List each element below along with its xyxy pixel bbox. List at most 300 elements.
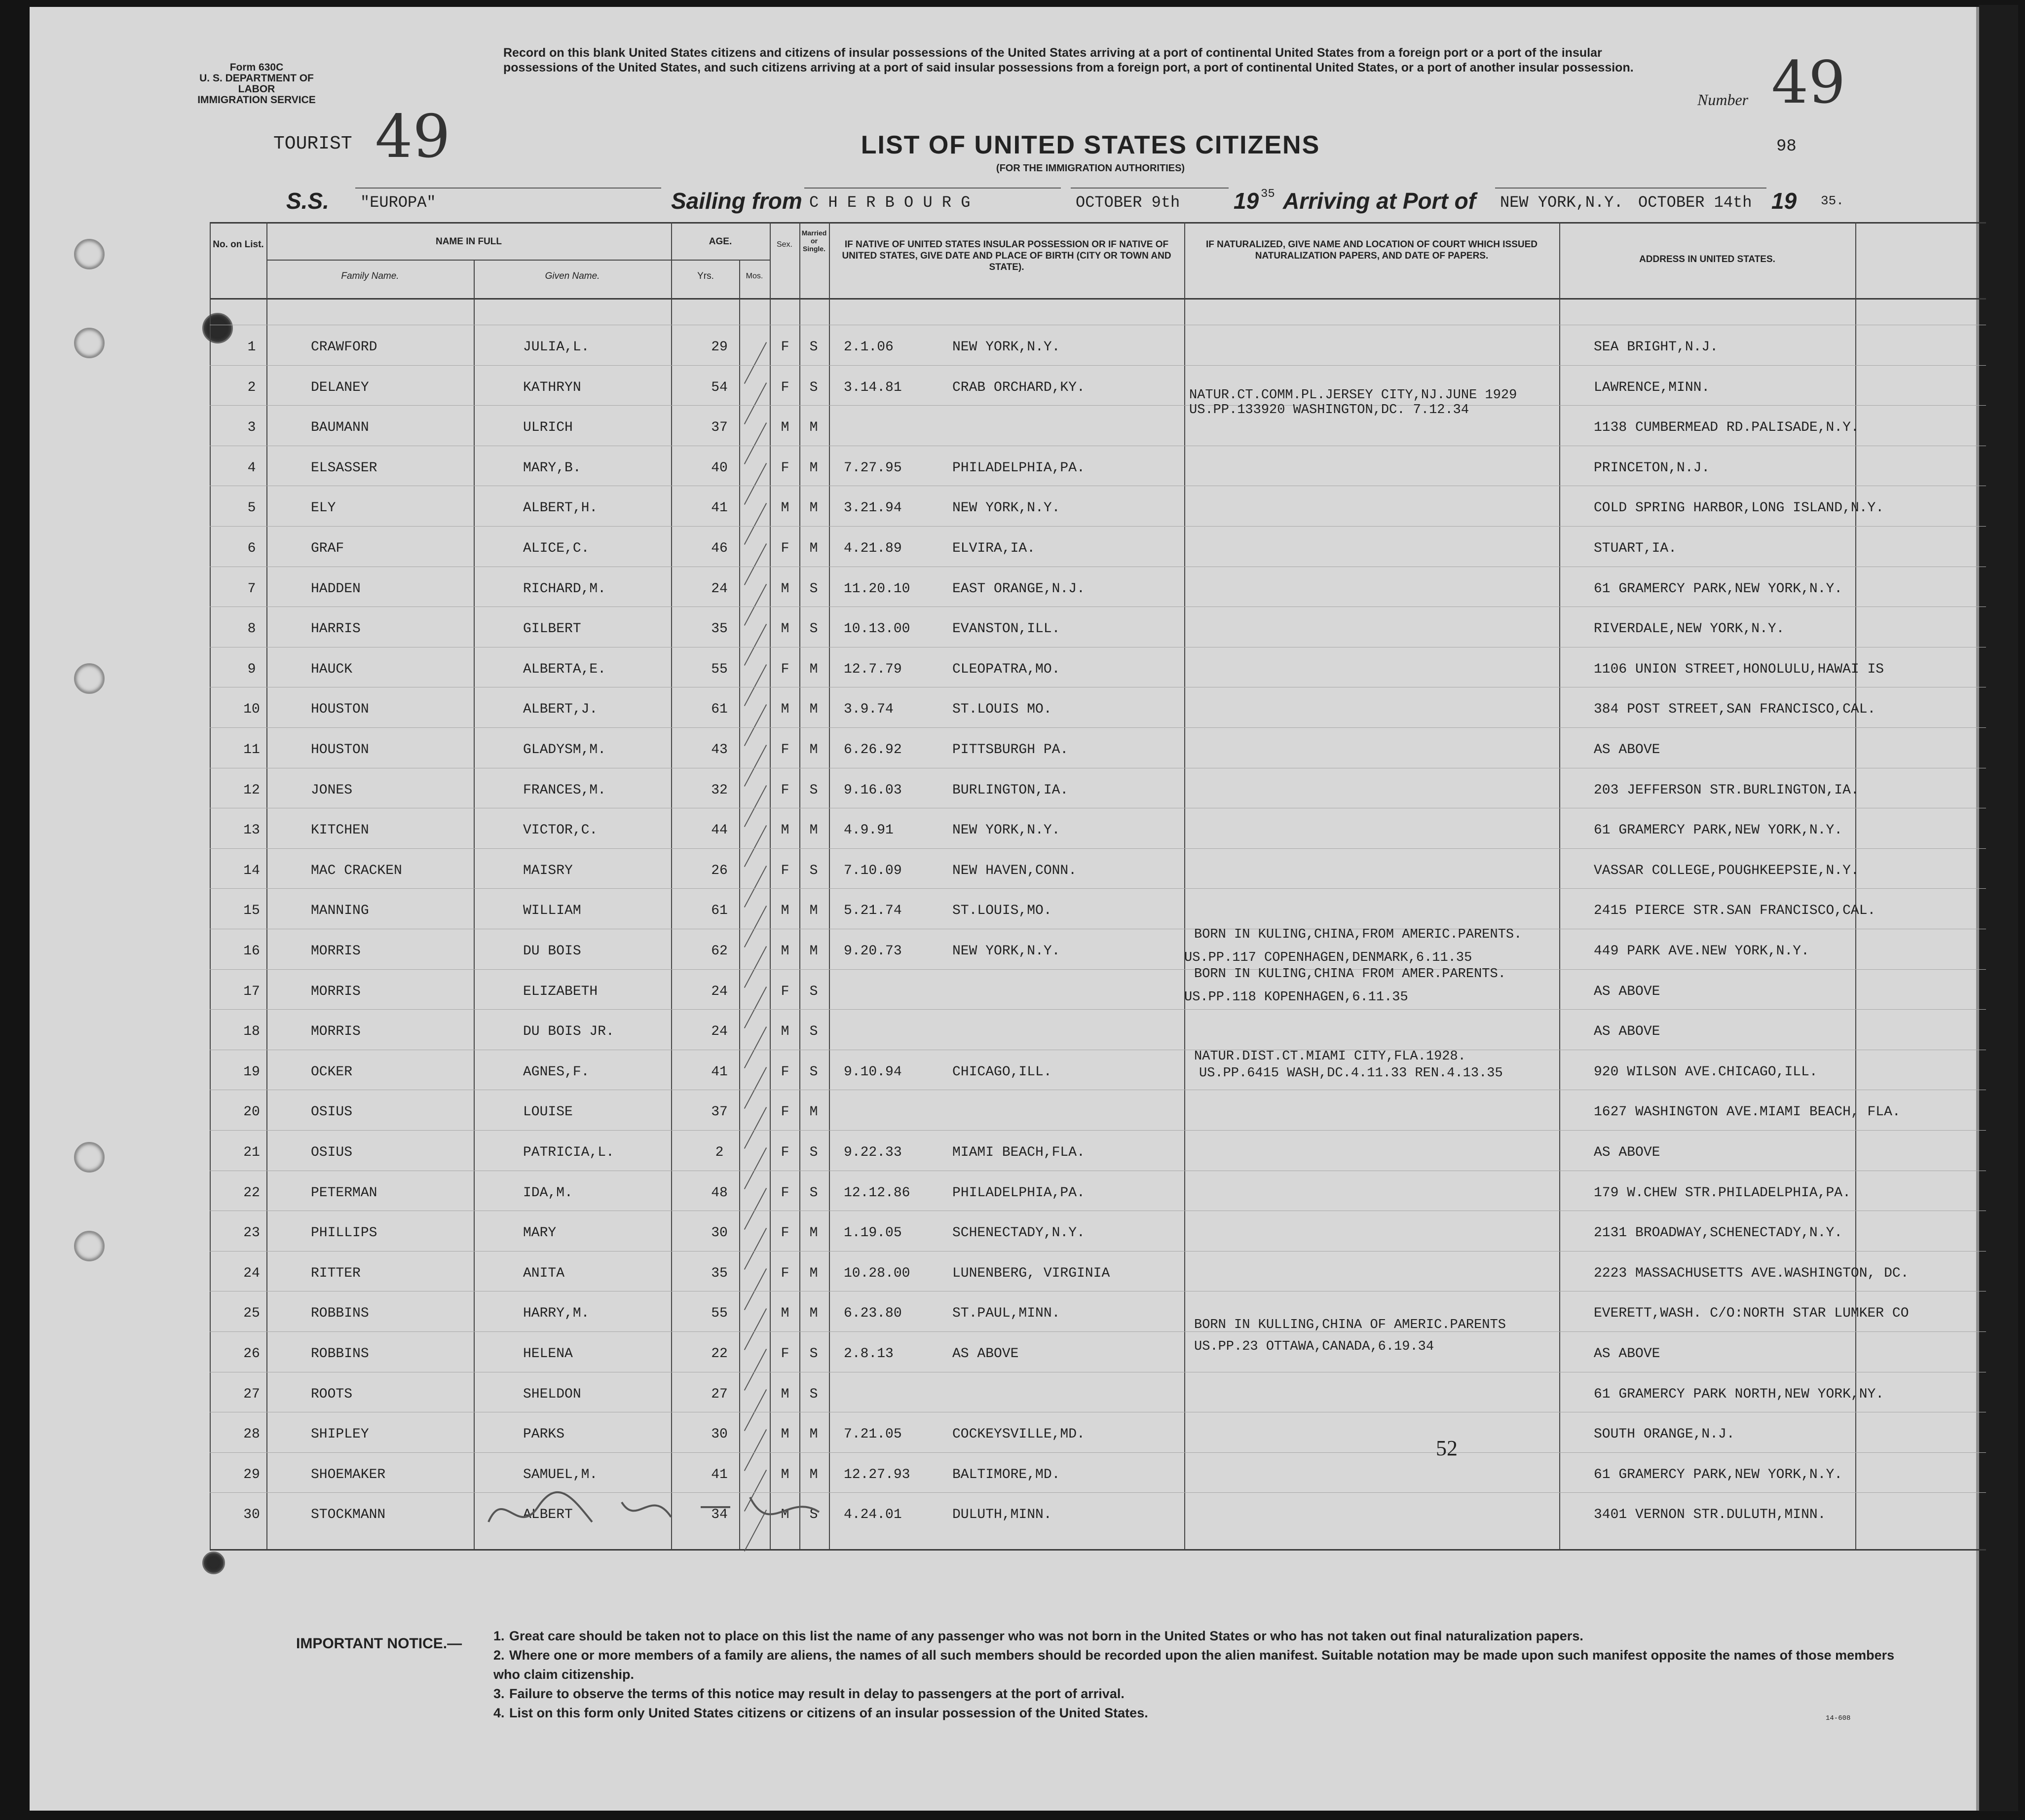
given-name: PATRICIA,L. (523, 1145, 614, 1160)
birth-date: 10.13.00 (844, 621, 910, 637)
underline (355, 188, 661, 189)
notice-item: 2. Where one or more members of a family are aliens, the names of all such members should be recorded upon the alien manifest. Suitable notation may be made upon such manifest opposite the names of those members who claim citizenship. (493, 1648, 1895, 1682)
address: AS ABOVE (1594, 984, 1660, 999)
age-years: 27 (711, 1387, 728, 1402)
address: 203 JEFFERSON STR.BURLINGTON,IA. (1594, 783, 1859, 798)
given-name: GLADYSM,M. (523, 742, 606, 758)
sex: M (781, 1387, 789, 1402)
sailing-label: Sailing from (671, 188, 802, 214)
table-top-rule (210, 222, 1986, 224)
row-number: 17 (243, 984, 260, 999)
birth-date: 12.7.79 (844, 662, 902, 677)
age-years: 41 (711, 1064, 728, 1080)
family-name: MORRIS (311, 984, 361, 999)
table-row (30, 1414, 1976, 1454)
table-row (30, 1333, 1976, 1373)
naturalization-note: BORN IN KULING,CHINA,FROM AMERIC.PARENTS. (1194, 927, 1522, 942)
birth-date: 9.16.03 (844, 783, 902, 798)
number-label: Number (1697, 91, 1749, 109)
age-years: 24 (711, 1024, 728, 1039)
row-number: 27 (243, 1387, 260, 1402)
family-name: ROBBINS (311, 1346, 369, 1362)
address: 2223 MASSACHUSETTS AVE.WASHINGTON, DC. (1594, 1266, 1909, 1281)
address: 61 GRAMERCY PARK,NEW YORK,N.Y. (1594, 823, 1843, 838)
notice-list (493, 1627, 1924, 1723)
address: SOUTH ORANGE,N.J. (1594, 1427, 1735, 1442)
age-years: 55 (711, 1306, 728, 1321)
marital-status: M (809, 460, 818, 476)
given-name: WILLIAM (523, 903, 581, 918)
given-name: GILBERT (523, 621, 581, 637)
marital-status: S (809, 1024, 818, 1039)
birth-place: SCHENECTADY,N.Y. (952, 1225, 1085, 1241)
sex: M (781, 823, 789, 838)
row-number: 2 (247, 380, 256, 395)
family-name: JONES (311, 783, 353, 798)
row-number: 25 (243, 1306, 260, 1321)
departure-year: 35 (1261, 188, 1275, 201)
header-married: Married or Single. (801, 229, 827, 253)
table-row (30, 1454, 1976, 1494)
birth-date: 12.27.93 (844, 1467, 910, 1482)
age-years: 22 (711, 1346, 728, 1362)
given-name: IDA,M. (523, 1185, 573, 1201)
age-years: 29 (711, 340, 728, 355)
marital-status: S (809, 1064, 818, 1080)
table-row (30, 850, 1976, 890)
family-name: PETERMAN (311, 1185, 377, 1201)
family-name: ROBBINS (311, 1306, 369, 1321)
sex: M (781, 702, 789, 717)
table-row (30, 890, 1976, 930)
given-name: DU BOIS (523, 944, 581, 959)
table-row (30, 1132, 1976, 1172)
row-number: 24 (243, 1266, 260, 1281)
age-years: 55 (711, 662, 728, 677)
arriving-label: Arriving at Port of (1283, 188, 1476, 214)
age-years: 61 (711, 702, 728, 717)
marital-status: S (809, 1185, 818, 1201)
address: 2415 PIERCE STR.SAN FRANCISCO,CAL. (1594, 903, 1876, 918)
given-name: ALBERT,H. (523, 500, 598, 516)
row-number: 20 (243, 1104, 260, 1120)
family-name: OSIUS (311, 1145, 353, 1160)
address: 3401 VERNON STR.DULUTH,MINN. (1594, 1507, 1826, 1522)
age-years: 35 (711, 1266, 728, 1281)
marital-status: S (809, 581, 818, 597)
age-years: 2 (715, 1145, 724, 1160)
table-row (30, 488, 1976, 528)
age-years: 37 (711, 420, 728, 435)
sex: F (781, 1346, 789, 1362)
row-rule (210, 1452, 1986, 1453)
birth-place: ST.LOUIS,MO. (952, 903, 1052, 918)
naturalization-note: BORN IN KULLING,CHINA OF AMERIC.PARENTS (1194, 1318, 1506, 1332)
underline (1071, 188, 1229, 189)
table-row (30, 931, 1976, 971)
row-rule (210, 969, 1986, 970)
address: 61 GRAMERCY PARK,NEW YORK,N.Y. (1594, 581, 1843, 597)
naturalization-note: US.PP.23 OTTAWA,CANADA,6.19.34 (1194, 1339, 1434, 1354)
given-name: AGNES,F. (523, 1064, 590, 1080)
birth-date: 4.9.91 (844, 823, 894, 838)
ss-label: S.S. (286, 188, 329, 214)
header-no: No. on List. (213, 239, 264, 250)
page-title: LIST OF UNITED STATES CITIZENS (861, 131, 1320, 159)
given-name: VICTOR,C. (523, 823, 598, 838)
record-instruction: Record on this blank United States citizens and citizens of insular possessions of the United States arriving at a port of continental United States from a foreign port or a port of the insular possessions of the United States, and such citizens arriving at a port of said insular possessions from a foreign port, a port of continental United States, or a port of another insular possession. (503, 46, 1634, 75)
departure-port: C H E R B O U R G (809, 193, 971, 212)
given-name: MARY,B. (523, 460, 581, 476)
row-rule (210, 848, 1986, 849)
birth-place: EAST ORANGE,N.J. (952, 581, 1085, 597)
address: STUART,IA. (1594, 541, 1677, 556)
header-bottom-rule (210, 298, 1986, 300)
table-row (30, 770, 1976, 810)
address: AS ABOVE (1594, 742, 1660, 758)
age-years: 35 (711, 621, 728, 637)
row-number: 8 (247, 621, 256, 637)
underline (1495, 188, 1766, 189)
birth-place: LUNENBERG, VIRGINIA (952, 1266, 1110, 1281)
row-number: 13 (243, 823, 260, 838)
birth-place: ST.LOUIS MO. (952, 702, 1052, 717)
birth-date: 11.20.10 (844, 581, 910, 597)
family-name: ELY (311, 500, 336, 516)
sex: F (781, 783, 789, 798)
row-number: 28 (243, 1427, 260, 1442)
form-service: IMMIGRATION SERVICE (197, 94, 316, 106)
birth-date: 7.10.09 (844, 863, 902, 878)
table-row (30, 1092, 1976, 1132)
binder-hole (202, 1552, 225, 1574)
sex: M (781, 1427, 789, 1442)
address: RIVERDALE,NEW YORK,N.Y. (1594, 621, 1785, 637)
row-number: 15 (243, 903, 260, 918)
address: 61 GRAMERCY PARK,NEW YORK,N.Y. (1594, 1467, 1843, 1482)
row-number: 21 (243, 1145, 260, 1160)
notice-item: 3. Failure to observe the terms of this notice may result in delay to passengers at the port of arrival. (493, 1686, 1125, 1701)
table-row (30, 649, 1976, 689)
sex: F (781, 340, 789, 355)
birth-date: 6.26.92 (844, 742, 902, 758)
row-rule (210, 1009, 1986, 1010)
given-name: ALICE,C. (523, 541, 590, 556)
given-name: RICHARD,M. (523, 581, 606, 597)
header-mos: Mos. (746, 272, 763, 280)
sex: M (781, 1024, 789, 1039)
age-years: 41 (711, 500, 728, 516)
marital-status: M (809, 823, 818, 838)
marital-status: M (809, 662, 818, 677)
tourist-number: 49 (375, 103, 450, 171)
given-name: FRANCES,M. (523, 783, 606, 798)
form-number: Form 630C (229, 62, 284, 73)
marital-status: M (809, 903, 818, 918)
family-name: BAUMANN (311, 420, 369, 435)
ship-name: "EUROPA" (360, 193, 436, 212)
birth-place: NEW YORK,N.Y. (952, 823, 1060, 838)
row-number: 4 (247, 460, 256, 476)
birth-place: PHILADELPHIA,PA. (952, 460, 1085, 476)
table-row (30, 1173, 1976, 1213)
given-name: ANITA (523, 1266, 565, 1281)
family-name: HAUCK (311, 662, 353, 677)
age-years: 41 (711, 1467, 728, 1482)
arrival-port: NEW YORK,N.Y. (1500, 193, 1623, 212)
birth-place: NEW HAVEN,CONN. (952, 863, 1077, 878)
given-name: DU BOIS JR. (523, 1024, 614, 1039)
sex: M (781, 903, 789, 918)
row-rule (210, 1331, 1986, 1332)
given-name: LOUISE (523, 1104, 573, 1120)
family-name: PHILLIPS (311, 1225, 377, 1241)
marital-status: S (809, 1507, 818, 1522)
table-row (30, 569, 1976, 608)
sex: M (781, 1507, 789, 1522)
given-name: ALBERTA,E. (523, 662, 606, 677)
naturalization-note: NATUR.CT.COMM.PL.JERSEY CITY,NJ.JUNE 1929 (1189, 388, 1517, 403)
tourist-label: TOURIST (273, 133, 352, 154)
table-row (30, 729, 1976, 769)
sex: F (781, 1225, 789, 1241)
sex: F (781, 380, 789, 395)
address: EVERETT,WASH. C/O:NORTH STAR LUMKER CO (1594, 1306, 1909, 1321)
underline (804, 188, 1061, 189)
sex: F (781, 1064, 789, 1080)
header-sex: Sex. (776, 240, 792, 249)
given-name: MAISRY (523, 863, 573, 878)
row-number: 1 (247, 340, 256, 355)
marital-status: S (809, 1346, 818, 1362)
marital-status: S (809, 863, 818, 878)
table-row (30, 1052, 1976, 1092)
row-number: 26 (243, 1346, 260, 1362)
age-years: 44 (711, 823, 728, 838)
marital-status: M (809, 1225, 818, 1241)
sex: F (781, 662, 789, 677)
birth-date: 3.21.94 (844, 500, 902, 516)
address: COLD SPRING HARBOR,LONG ISLAND,N.Y. (1594, 500, 1884, 516)
naturalization-note: NATUR.DIST.CT.MIAMI CITY,FLA.1928. (1194, 1049, 1466, 1064)
given-name: JULIA,L. (523, 340, 590, 355)
row-rule (210, 727, 1986, 728)
family-name: MORRIS (311, 1024, 361, 1039)
age-years: 30 (711, 1225, 728, 1241)
naturalization-note: US.PP.117 COPENHAGEN,DENMARK,6.11.35 (1184, 950, 1472, 965)
family-name: OSIUS (311, 1104, 353, 1120)
notice-item: 4. List on this form only United States citizens or citizens of an insular possession of the United States. (493, 1706, 1148, 1720)
address: AS ABOVE (1594, 1024, 1660, 1039)
row-number: 29 (243, 1467, 260, 1482)
marital-status: M (809, 1467, 818, 1482)
birth-date: 9.22.33 (844, 1145, 902, 1160)
address: 384 POST STREET,SAN FRANCISCO,CAL. (1594, 702, 1876, 717)
given-name: PARKS (523, 1427, 565, 1442)
page-subtitle: (FOR THE IMMIGRATION AUTHORITIES) (996, 163, 1185, 174)
birth-place: NEW YORK,N.Y. (952, 944, 1060, 959)
row-number: 5 (247, 500, 256, 516)
age-years: 26 (711, 863, 728, 878)
address: 1627 WASHINGTON AVE.MIAMI BEACH, FLA. (1594, 1104, 1901, 1120)
notice-label: IMPORTANT NOTICE.— (296, 1635, 462, 1652)
given-name: KATHRYN (523, 380, 581, 395)
age-years: 32 (711, 783, 728, 798)
departure-date: OCTOBER 9th (1076, 193, 1180, 212)
row-number: 7 (247, 581, 256, 597)
birth-date: 3.9.74 (844, 702, 894, 717)
family-name: CRAWFORD (311, 340, 377, 355)
header-family: Family Name. (341, 271, 399, 281)
birth-place: MIAMI BEACH,FLA. (952, 1145, 1085, 1160)
row-number: 22 (243, 1185, 260, 1201)
birth-date: 1.19.05 (844, 1225, 902, 1241)
family-name: MANNING (311, 903, 369, 918)
age-years: 46 (711, 541, 728, 556)
sex: F (781, 984, 789, 999)
row-rule (210, 888, 1986, 889)
voyage-row (286, 188, 1914, 222)
birth-date: 10.28.00 (844, 1266, 910, 1281)
given-name: ULRICH (523, 420, 573, 435)
given-name: HARRY,M. (523, 1306, 590, 1321)
marital-status: S (809, 380, 818, 395)
birth-place: AS ABOVE (952, 1346, 1019, 1362)
sex: F (781, 541, 789, 556)
stamp-number: 52 (1436, 1436, 1458, 1460)
sex: M (781, 581, 789, 597)
naturalization-note: US.PP.133920 WASHINGTON,DC. 7.12.34 (1189, 403, 1469, 417)
birth-date: 7.27.95 (844, 460, 902, 476)
age-years: 61 (711, 903, 728, 918)
marital-status: M (809, 420, 818, 435)
given-name: ALBERT,J. (523, 702, 598, 717)
birth-place: CRAB ORCHARD,KY. (952, 380, 1085, 395)
row-number: 11 (243, 742, 260, 758)
family-name: ROOTS (311, 1387, 353, 1402)
family-name: HOUSTON (311, 742, 369, 758)
birth-place: NEW YORK,N.Y. (952, 500, 1060, 516)
birth-place: ST.PAUL,MINN. (952, 1306, 1060, 1321)
birth-date: 2.1.06 (844, 340, 894, 355)
family-name: STOCKMANN (311, 1507, 386, 1522)
birth-date: 12.12.86 (844, 1185, 910, 1201)
row-number: 23 (243, 1225, 260, 1241)
subheader-rule (266, 260, 671, 261)
naturalization-note: US.PP.118 KOPENHAGEN,6.11.35 (1184, 990, 1408, 1005)
table-row (30, 971, 1976, 1011)
table-row (30, 407, 1976, 447)
table-row (30, 1011, 1976, 1051)
family-name: MORRIS (311, 944, 361, 959)
given-name: SHELDON (523, 1387, 581, 1402)
sex: M (781, 420, 789, 435)
marital-status: S (809, 1387, 818, 1402)
table-row (30, 689, 1976, 729)
birth-place: EVANSTON,ILL. (952, 621, 1060, 637)
arrival-year: 35. (1821, 193, 1844, 208)
birth-place: NEW YORK,N.Y. (952, 340, 1060, 355)
header-yrs: Yrs. (697, 271, 714, 281)
birth-place: COCKEYSVILLE,MD. (952, 1427, 1085, 1442)
given-name: HELENA (523, 1346, 573, 1362)
birth-place: CHICAGO,ILL. (952, 1064, 1052, 1080)
header-given: Given Name. (545, 271, 600, 281)
table-row (30, 1494, 1976, 1534)
given-name: ELIZABETH (523, 984, 598, 999)
address: 2131 BROADWAY,SCHENECTADY,N.Y. (1594, 1225, 1843, 1241)
header-age: AGE. (709, 236, 732, 247)
sex: M (781, 500, 789, 516)
birth-place: PITTSBURGH PA. (952, 742, 1069, 758)
marital-status: M (809, 1104, 818, 1120)
family-name: KITCHEN (311, 823, 369, 838)
sex: M (781, 944, 789, 959)
family-name: MAC CRACKEN (311, 863, 402, 878)
age-years: 24 (711, 984, 728, 999)
row-number: 12 (243, 783, 260, 798)
table-row (30, 448, 1976, 488)
table-row (30, 1374, 1976, 1414)
binder-hole (74, 239, 105, 269)
marital-status: M (809, 500, 818, 516)
sex: F (781, 1266, 789, 1281)
arrival-date: OCTOBER 14th (1638, 193, 1752, 212)
birth-place: BURLINGTON,IA. (952, 783, 1069, 798)
naturalization-note: US.PP.6415 WASH,DC.4.11.33 REN.4.13.35 (1199, 1066, 1503, 1081)
table-row (30, 327, 1976, 367)
row-rule (210, 526, 1986, 527)
row-number: 6 (247, 541, 256, 556)
row-number: 30 (243, 1507, 260, 1522)
age-years: 40 (711, 460, 728, 476)
age-years: 24 (711, 581, 728, 597)
sex: F (781, 1104, 789, 1120)
address: 1138 CUMBERMEAD RD.PALISADE,N.Y. (1594, 420, 1859, 435)
age-years: 43 (711, 742, 728, 758)
age-years: 54 (711, 380, 728, 395)
birth-date: 9.10.94 (844, 1064, 902, 1080)
marital-status: M (809, 944, 818, 959)
age-years: 30 (711, 1427, 728, 1442)
number-value: 49 (1771, 48, 1846, 116)
table-row (30, 528, 1976, 568)
family-name: HARRIS (311, 621, 361, 637)
marital-status: M (809, 1266, 818, 1281)
birth-place: PHILADELPHIA,PA. (952, 1185, 1085, 1201)
notice-item: 1. Great care should be taken not to place on this list the name of any passenger who was not born in the United States or who has not taken out final naturalization papers. (493, 1629, 1583, 1643)
table-row (30, 810, 1976, 850)
table-row (30, 367, 1976, 407)
address: VASSAR COLLEGE,POUGHKEEPSIE,N.Y. (1594, 863, 1859, 878)
manifest-page (30, 7, 1979, 1811)
address: AS ABOVE (1594, 1145, 1660, 1160)
family-name: SHOEMAKER (311, 1467, 386, 1482)
family-name: ELSASSER (311, 460, 377, 476)
row-number: 14 (243, 863, 260, 878)
header-birth: IF NATIVE OF UNITED STATES INSULAR POSSESSION OR IF NATIVE OF UNITED STATES, GIVE DATE AND PLACE OF BIRTH (CITY OR TOWN AND STATE). (842, 239, 1171, 272)
row-rule (210, 1130, 1986, 1131)
given-name: MARY (523, 1225, 557, 1241)
birth-date: 2.8.13 (844, 1346, 894, 1362)
birth-date: 4.21.89 (844, 541, 902, 556)
given-name: ALBERT (523, 1507, 573, 1522)
age-years: 37 (711, 1104, 728, 1120)
birth-date: 5.21.74 (844, 903, 902, 918)
row-number: 3 (247, 420, 256, 435)
address: SEA BRIGHT,N.J. (1594, 340, 1719, 355)
form-department: U. S. DEPARTMENT OF LABOR (199, 73, 314, 95)
